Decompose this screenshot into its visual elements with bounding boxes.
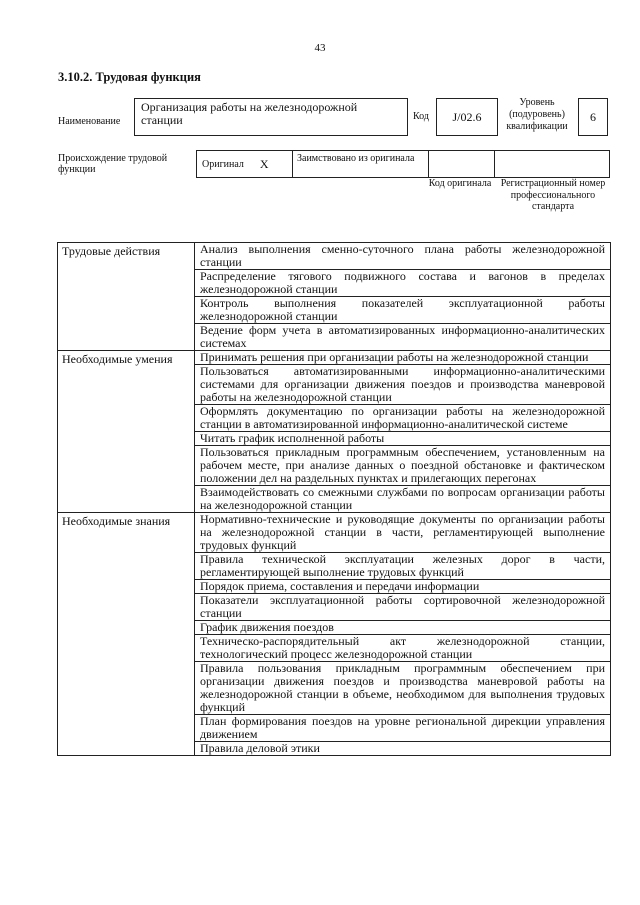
section-item: График движения поездов — [195, 621, 611, 635]
section-item: Правила технической эксплуатации железных дорог в части, регламентирующей выполнение трудовых функций — [195, 553, 611, 580]
section-item: Пользоваться автоматизированными информационно-аналитическими системами для организации движения поездов и производства маневровой работы на железнодорожной станции — [195, 365, 611, 405]
section-item: Показатели эксплуатационной работы сортировочной железнодорожной станции — [195, 594, 611, 621]
section-category: Необходимые умения — [58, 351, 195, 513]
section-item: Техническо-распорядительный акт железнодорожной станции, технологический процесс железнодорожной станции — [195, 635, 611, 662]
section-item: Распределение тягового подвижного состава и вагонов в пределах железнодорожной станции — [195, 270, 611, 297]
section-item: Правила пользования прикладным программным обеспечением при организации движения поездов и производства маневровой работы на железнодорожной станции в объеме, необходимом для выполнения трудовых функций — [195, 662, 611, 715]
original-label: Оригинал — [202, 158, 244, 170]
original-cell — [197, 151, 293, 177]
function-table — [57, 242, 611, 756]
section-item: Оформлять документацию по организации работы на железнодорожной станции в автоматизированной информационно-аналитической системе — [195, 405, 611, 432]
section-item: Принимать решения при организации работы на железнодорожной станции — [195, 351, 611, 365]
code-original-cell — [429, 151, 495, 177]
reg-number-label: Регистрационный номер профессионального стандарта — [500, 178, 606, 212]
origin-label: Происхождение трудовой функции — [58, 153, 168, 175]
section-item: Взаимодействовать со смежными службами по вопросам организации работы на железнодорожной станции — [195, 486, 611, 513]
origin-table — [196, 150, 610, 178]
code-original-label: Код оригинала — [428, 178, 492, 189]
table-row — [58, 351, 611, 365]
section-item: План формирования поездов на уровне региональной дирекции управления движением — [195, 715, 611, 742]
section-item: Пользоваться прикладным программным обеспечением, установленным на рабочем месте, при анализе данных о поездной обстановке и фактическом положении дел на раздельных пунктах и прилегающих перегонах — [195, 446, 611, 486]
reg-number-cell — [495, 151, 609, 177]
code-value: J/02.6 — [436, 98, 498, 136]
table-row — [58, 243, 611, 270]
section-item: Правила деловой этики — [195, 742, 611, 756]
name-label: Наименование — [58, 116, 121, 127]
level-label: Уровень (подуровень) квалификации — [506, 97, 568, 132]
level-value: 6 — [578, 98, 608, 136]
table-row — [58, 513, 611, 553]
section-item: Анализ выполнения сменно-суточного плана работы железнодорожной станции — [195, 243, 611, 270]
section-item: Ведение форм учета в автоматизированных информационно-аналитических системах — [195, 324, 611, 351]
section-item: Нормативно-технические и руководящие документы по организации работы на железнодорожной станции в части, регламентирующей выполнение трудовых функций — [195, 513, 611, 553]
section-item: Порядок приема, составления и передачи информации — [195, 580, 611, 594]
code-label: Код — [413, 111, 429, 122]
name-value: Организация работы на железнодорожной станции — [134, 98, 408, 136]
section-category: Трудовые действия — [58, 243, 195, 351]
section-title: 3.10.2. Трудовая функция — [58, 70, 201, 84]
original-mark: X — [259, 156, 269, 171]
borrowed-label: Заимствовано из оригинала — [293, 151, 429, 177]
section-category: Необходимые знания — [58, 513, 195, 756]
section-item: Читать график исполненной работы — [195, 432, 611, 446]
section-item: Контроль выполнения показателей эксплуатационной работы железнодорожной станции — [195, 297, 611, 324]
page-number: 43 — [314, 42, 326, 54]
